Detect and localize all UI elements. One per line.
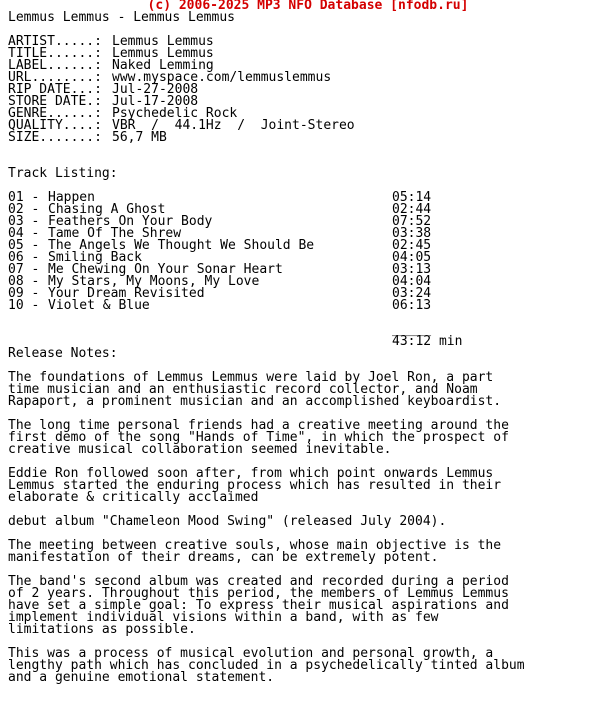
notes-line: Eddie Ron followed soon after, from which point onwards Lemmus	[8, 466, 494, 481]
notes-paragraph	[8, 516, 608, 528]
info-key: QUALITY....:	[8, 118, 102, 133]
track-duration: 03:13	[392, 262, 432, 277]
track-number: 07 -	[8, 262, 40, 277]
track-title: Me Chewing On Your Sonar Heart	[48, 262, 283, 277]
track-number: 05 -	[8, 238, 40, 253]
track-title: Chasing A Ghost	[48, 202, 166, 217]
track-number: 04 -	[8, 226, 40, 241]
notes-line: time musician and an enthusiastic record collector, and Noam	[8, 382, 478, 397]
track-number: 08 -	[8, 274, 40, 289]
track-title: Happen	[48, 190, 95, 205]
info-key: SIZE.......:	[8, 130, 102, 145]
track-title: My Stars, My Moons, My Love	[48, 274, 260, 289]
track-duration: 05:14	[392, 190, 432, 205]
notes-line: Rapaport, a prominent musician and an accomplished keyboardist.	[8, 394, 502, 409]
notes-line: The long time personal friends had a creative meeting around the	[8, 418, 509, 433]
info-value: Jul-17-2008	[112, 94, 199, 109]
info-key: RIP DATE...:	[8, 82, 102, 97]
notes-paragraph	[8, 372, 608, 408]
notes-line: This was a process of musical evolution and personal growth, a	[8, 646, 494, 661]
info-key: GENRE......:	[8, 106, 102, 121]
info-key: TITLE......:	[8, 46, 102, 61]
track-number: 10 -	[8, 298, 40, 313]
track-duration: 03:24	[392, 286, 432, 301]
notes-paragraph	[8, 648, 608, 684]
notes-line: The band's second album was created and recorded during a period	[8, 574, 509, 589]
notes-line: debut album "Chameleon Mood Swing" (released July 2004).	[8, 514, 447, 529]
notes-paragraph	[8, 540, 608, 564]
site-credit: (c) 2006-2025 MP3 NFO Database [nfodb.ru]	[147, 0, 469, 13]
notes-paragraph	[8, 576, 608, 636]
notes-paragraph	[8, 420, 608, 456]
track-duration: 02:44	[392, 202, 432, 217]
info-row	[8, 132, 608, 144]
track-number: 03 -	[8, 214, 40, 229]
notes-line: limitations as possible.	[8, 622, 196, 637]
total-duration: 43:12 min	[392, 334, 463, 349]
notes-line: have set a simple goal: To express their musical aspirations and	[8, 598, 509, 613]
info-value: Lemmus Lemmus	[112, 34, 214, 49]
info-key: STORE DATE.:	[8, 94, 102, 109]
track-title: Violet & Blue	[48, 298, 150, 313]
info-block	[8, 36, 608, 144]
tracklist-heading: Track Listing:	[8, 166, 118, 181]
release-title: Lemmus Lemmus - Lemmus Lemmus	[8, 10, 235, 25]
release-notes-heading: Release Notes:	[8, 346, 118, 361]
notes-line: of 2 years. Throughout this period, the members of Lemmus Lemmus	[8, 586, 509, 601]
track-duration: 04:05	[392, 250, 432, 265]
info-value: 56,7 MB	[112, 130, 167, 145]
track-number: 01 -	[8, 190, 40, 205]
info-value: Naked Lemming	[112, 58, 214, 73]
info-value: Psychedelic Rock	[112, 106, 238, 121]
track-number: 02 -	[8, 202, 40, 217]
info-value: Jul-27-2008	[112, 82, 199, 97]
notes-line: implement individual visions within a band, with as few	[8, 610, 439, 625]
notes-line: elaborate & critically acclaimed	[8, 490, 259, 505]
total-separator: _____	[392, 322, 432, 337]
track-title: Tame Of The Shrew	[48, 226, 182, 241]
notes-line: lengthy path which has concluded in a psychedelically tinted album	[8, 658, 525, 673]
notes-line: creative musical collaboration seemed inevitable.	[8, 442, 392, 457]
track-duration: 04:04	[392, 274, 432, 289]
track-duration: 03:38	[392, 226, 432, 241]
info-key: LABEL......:	[8, 58, 102, 73]
track-title: Your Dream Revisited	[48, 286, 205, 301]
info-key: URL........:	[8, 70, 102, 85]
notes-line: The meeting between creative souls, whose main objective is the	[8, 538, 502, 553]
notes-line: The foundations of Lemmus Lemmus were laid by Joel Ron, a part	[8, 370, 494, 385]
info-value: Lemmus Lemmus	[112, 46, 214, 61]
track-duration: 07:52	[392, 214, 432, 229]
nfo-document	[8, 0, 608, 684]
track-title: The Angels We Thought We Should Be	[48, 238, 315, 253]
info-value: www.myspace.com/lemmuslemmus	[112, 70, 332, 85]
notes-line: manifestation of their dreams, can be extremely potent.	[8, 550, 439, 565]
total-separator-row	[8, 324, 608, 336]
notes-line: first demo of the song "Hands of Time", in which the prospect of	[8, 430, 509, 445]
info-key: ARTIST.....:	[8, 34, 102, 49]
notes-line: Lemmus started the enduring process which has resulted in their	[8, 478, 502, 493]
notes-paragraph	[8, 468, 608, 504]
track-duration: 06:13	[392, 298, 432, 313]
info-value: VBR / 44.1Hz / Joint-Stereo	[112, 118, 355, 133]
track-number: 06 -	[8, 250, 40, 265]
track-number: 09 -	[8, 286, 40, 301]
tracklist	[8, 192, 608, 312]
track-row	[8, 300, 608, 312]
track-title: Feathers On Your Body	[48, 214, 213, 229]
track-title: Smiling Back	[48, 250, 142, 265]
track-duration: 02:45	[392, 238, 432, 253]
notes-line: and a genuine emotional statement.	[8, 670, 275, 685]
